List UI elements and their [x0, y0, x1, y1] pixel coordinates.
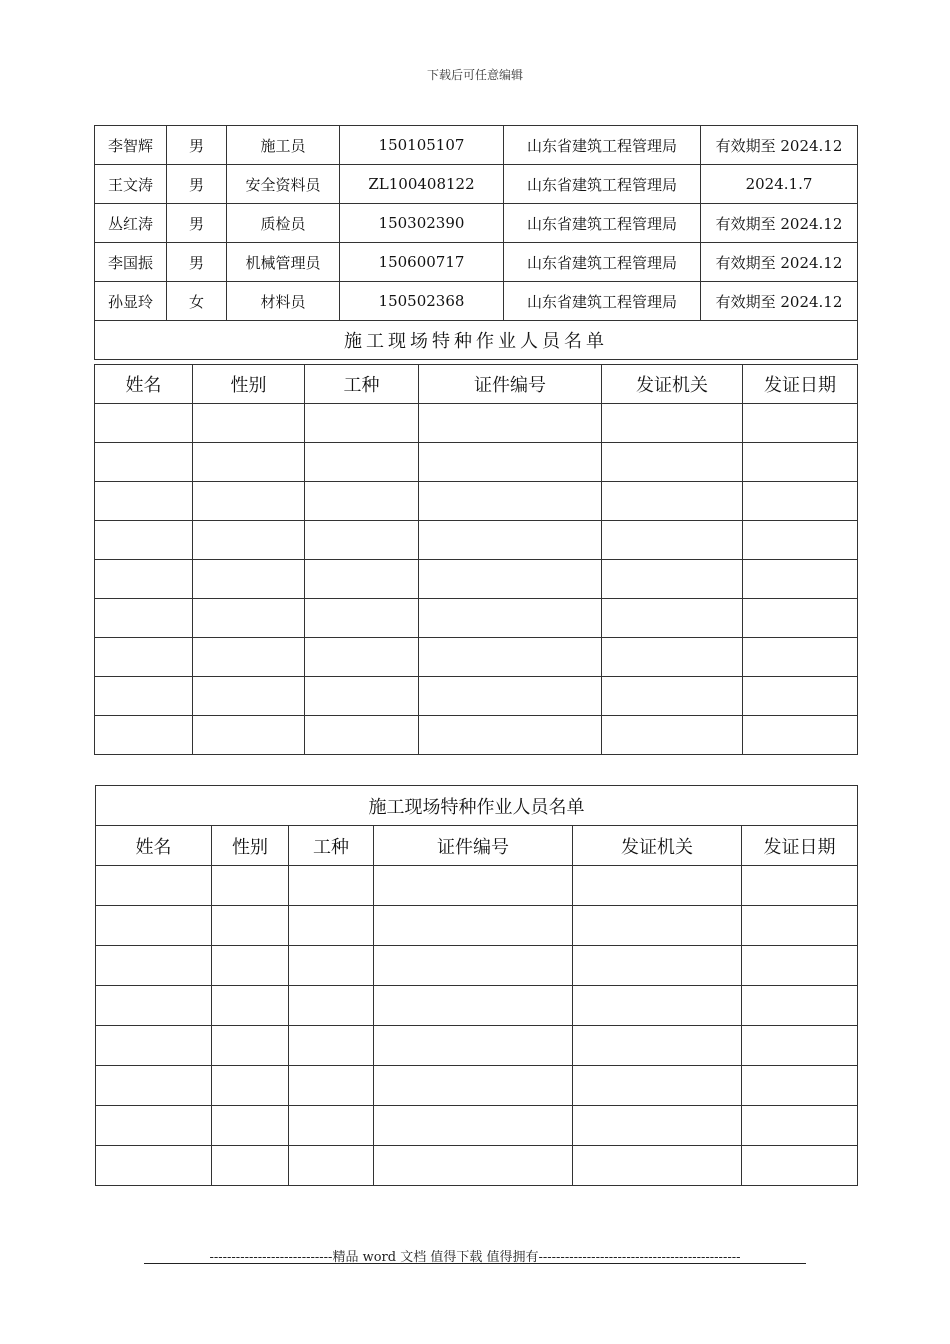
col-header-cert-no: 证件编号: [374, 826, 573, 866]
empty-cell: [95, 599, 193, 638]
table-row: [96, 1026, 858, 1066]
empty-cell: [374, 906, 573, 946]
empty-cell: [95, 677, 193, 716]
table-row: [95, 560, 858, 599]
staff-gender: 男: [167, 204, 227, 243]
empty-cell: [742, 986, 858, 1026]
staff-role: 质检员: [227, 204, 340, 243]
table-row: [95, 443, 858, 482]
staff-role: 机械管理员: [227, 243, 340, 282]
empty-cell: [419, 599, 602, 638]
table-row: [95, 716, 858, 755]
empty-cell: [602, 677, 743, 716]
empty-cell: [95, 716, 193, 755]
empty-cell: [374, 1066, 573, 1106]
col-header-issue-date: 发证日期: [742, 826, 858, 866]
empty-cell: [602, 521, 743, 560]
table-row: [96, 946, 858, 986]
empty-cell: [374, 1106, 573, 1146]
staff-name: 王文涛: [95, 165, 167, 204]
table-title-row: [96, 786, 858, 826]
empty-cell: [742, 906, 858, 946]
staff-name: 丛红涛: [95, 204, 167, 243]
table-row: [95, 638, 858, 677]
empty-cell: [96, 986, 212, 1026]
staff-gender: 男: [167, 126, 227, 165]
table-row: [95, 482, 858, 521]
staff-name: 李智辉: [95, 126, 167, 165]
empty-cell: [602, 716, 743, 755]
empty-cell: [602, 404, 743, 443]
table-row: [96, 1146, 858, 1186]
table-row: [95, 243, 858, 282]
staff-valid: 有效期至 2024.12: [701, 204, 858, 243]
empty-cell: [96, 1066, 212, 1106]
col-header-gender: 性别: [193, 365, 305, 404]
empty-cell: [212, 986, 289, 1026]
empty-cell: [573, 866, 742, 906]
staff-valid: 有效期至 2024.12: [701, 243, 858, 282]
empty-cell: [419, 521, 602, 560]
staff-table: [94, 125, 858, 360]
empty-cell: [289, 866, 374, 906]
empty-cell: [573, 906, 742, 946]
empty-cell: [305, 560, 419, 599]
empty-cell: [374, 1146, 573, 1186]
empty-cell: [742, 1026, 858, 1066]
staff-role: 安全资料员: [227, 165, 340, 204]
table-row: [96, 986, 858, 1026]
table-row: [95, 677, 858, 716]
empty-cell: [193, 677, 305, 716]
empty-cell: [95, 443, 193, 482]
table-row: [95, 126, 858, 165]
empty-cell: [96, 906, 212, 946]
empty-cell: [419, 560, 602, 599]
empty-cell: [419, 404, 602, 443]
col-header-name: 姓名: [95, 365, 193, 404]
table-row: [96, 1106, 858, 1146]
col-header-authority: 发证机关: [602, 365, 743, 404]
empty-cell: [289, 1146, 374, 1186]
table-header-row: [96, 826, 858, 866]
empty-cell: [96, 1106, 212, 1146]
empty-cell: [193, 404, 305, 443]
empty-rows: [96, 866, 858, 1186]
table-row: [95, 282, 858, 321]
col-header-issue-date: 发证日期: [743, 365, 858, 404]
staff-role: 材料员: [227, 282, 340, 321]
staff-name: 孙显玲: [95, 282, 167, 321]
empty-cell: [573, 1146, 742, 1186]
empty-cell: [96, 866, 212, 906]
empty-cell: [374, 986, 573, 1026]
empty-cell: [602, 638, 743, 677]
empty-cell: [305, 482, 419, 521]
empty-cell: [602, 482, 743, 521]
empty-cell: [193, 521, 305, 560]
empty-cell: [95, 560, 193, 599]
table-row: [95, 521, 858, 560]
empty-cell: [602, 599, 743, 638]
table-row: [95, 204, 858, 243]
table-row: [95, 599, 858, 638]
empty-cell: [419, 443, 602, 482]
empty-cell: [743, 404, 858, 443]
staff-name: 李国振: [95, 243, 167, 282]
staff-authority: 山东省建筑工程管理局: [504, 126, 701, 165]
empty-cell: [212, 866, 289, 906]
staff-gender: 男: [167, 165, 227, 204]
staff-cert-no: 150105107: [340, 126, 504, 165]
header-note: 下载后可任意编辑: [426, 68, 523, 82]
col-header-cert-no: 证件编号: [419, 365, 602, 404]
empty-cell: [743, 677, 858, 716]
empty-cell: [573, 946, 742, 986]
empty-cell: [305, 677, 419, 716]
footer-text: ----------------------------精品 word 文档 值得下载 值得拥有----------------------------------------------: [209, 1250, 741, 1265]
empty-cell: [212, 906, 289, 946]
empty-cell: [419, 638, 602, 677]
staff-cert-no: ZL100408122: [340, 165, 504, 204]
staff-authority: 山东省建筑工程管理局: [504, 243, 701, 282]
empty-cell: [96, 1146, 212, 1186]
table-row: [96, 906, 858, 946]
staff-role: 施工员: [227, 126, 340, 165]
empty-cell: [374, 946, 573, 986]
col-header-authority: 发证机关: [573, 826, 742, 866]
empty-cell: [305, 716, 419, 755]
empty-cell: [96, 946, 212, 986]
staff-authority: 山东省建筑工程管理局: [504, 204, 701, 243]
staff-gender: 女: [167, 282, 227, 321]
empty-cell: [193, 560, 305, 599]
special-table-2-title: 施工现场特种作业人员名单: [96, 786, 858, 826]
empty-cell: [374, 1026, 573, 1066]
empty-cell: [95, 638, 193, 677]
empty-cell: [305, 599, 419, 638]
empty-cell: [742, 866, 858, 906]
empty-cell: [289, 946, 374, 986]
empty-cell: [419, 482, 602, 521]
empty-cell: [95, 482, 193, 521]
empty-cell: [193, 638, 305, 677]
empty-cell: [305, 404, 419, 443]
empty-cell: [289, 1026, 374, 1066]
table-title-row: [95, 321, 858, 360]
staff-cert-no: 150502368: [340, 282, 504, 321]
empty-cell: [193, 482, 305, 521]
empty-cell: [289, 986, 374, 1026]
empty-cell: [212, 946, 289, 986]
empty-cell: [289, 906, 374, 946]
empty-cell: [193, 716, 305, 755]
empty-cell: [573, 1066, 742, 1106]
table-row: [96, 1066, 858, 1106]
empty-cell: [742, 1106, 858, 1146]
staff-valid: 2024.1.7: [701, 165, 858, 204]
empty-cell: [305, 638, 419, 677]
footer-divider: [144, 1263, 806, 1264]
staff-valid: 有效期至 2024.12: [701, 282, 858, 321]
table-row: [95, 165, 858, 204]
col-header-gender: 性别: [212, 826, 289, 866]
empty-cell: [212, 1066, 289, 1106]
empty-cell: [193, 599, 305, 638]
empty-cell: [573, 1026, 742, 1066]
empty-cell: [193, 443, 305, 482]
empty-cell: [743, 443, 858, 482]
staff-cert-no: 150302390: [340, 204, 504, 243]
empty-cell: [743, 716, 858, 755]
staff-authority: 山东省建筑工程管理局: [504, 282, 701, 321]
empty-cell: [742, 946, 858, 986]
empty-cell: [212, 1146, 289, 1186]
empty-cell: [305, 521, 419, 560]
staff-gender: 男: [167, 243, 227, 282]
empty-cell: [602, 560, 743, 599]
col-header-name: 姓名: [96, 826, 212, 866]
col-header-trade: 工种: [289, 826, 374, 866]
empty-cell: [289, 1106, 374, 1146]
empty-cell: [743, 521, 858, 560]
staff-valid: 有效期至 2024.12: [701, 126, 858, 165]
special-workers-table-1: [94, 364, 858, 755]
empty-cell: [212, 1026, 289, 1066]
empty-cell: [742, 1146, 858, 1186]
staff-cert-no: 150600717: [340, 243, 504, 282]
col-header-trade: 工种: [305, 365, 419, 404]
empty-cell: [374, 866, 573, 906]
empty-cell: [305, 443, 419, 482]
empty-cell: [96, 1026, 212, 1066]
empty-cell: [289, 1066, 374, 1106]
staff-authority: 山东省建筑工程管理局: [504, 165, 701, 204]
special-workers-table-2: [95, 785, 858, 1186]
empty-cell: [743, 482, 858, 521]
empty-cell: [573, 986, 742, 1026]
special-table-1-title: 施工现场特种作业人员名单: [95, 321, 858, 360]
empty-cell: [742, 1066, 858, 1106]
table-row: [95, 404, 858, 443]
empty-cell: [743, 599, 858, 638]
empty-cell: [419, 716, 602, 755]
table-header-row: [95, 365, 858, 404]
empty-rows: [95, 404, 858, 755]
table-row: [96, 866, 858, 906]
empty-cell: [602, 443, 743, 482]
empty-cell: [743, 560, 858, 599]
empty-cell: [212, 1106, 289, 1146]
empty-cell: [419, 677, 602, 716]
empty-cell: [743, 638, 858, 677]
empty-cell: [95, 404, 193, 443]
empty-cell: [95, 521, 193, 560]
empty-cell: [573, 1106, 742, 1146]
